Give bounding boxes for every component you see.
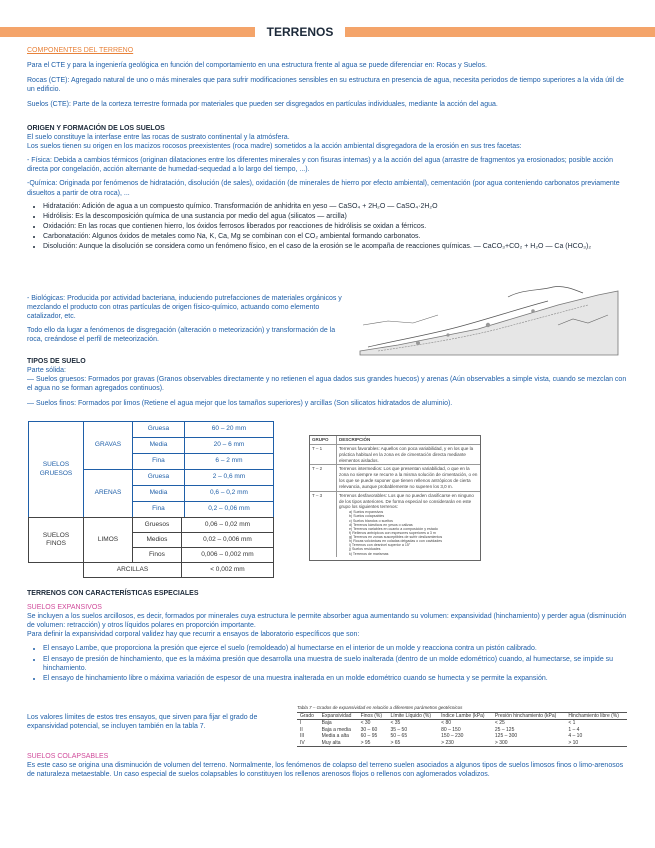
components-p2: Rocas (CTE): Agregado natural de uno o más minerales que para sufrir modificaciones sensibles en su estructura en presencia de agua, necesita periodos de tiempo superiores a la vida útil de un edificio.	[27, 77, 624, 94]
list-item: • El ensayo Lambe, que proporciona la presión que ejerce el suelo (remoldeado) al humectarse en el interior de un molde y reacciona contra un pistón calibrado.	[43, 644, 627, 653]
quimica-list	[27, 202, 627, 251]
ref-desc: Terrenos intermedios: Los que presentan variabilidad, o que en la zona no siempre se recurre a la misma solución de cimentación, o en los que se puede suponer que tienen rellenos antrópicos de cierta relevancia, aunque probablemente no superen los 3,0 m.	[339, 466, 478, 489]
size-cell: Gruesos	[133, 518, 182, 533]
parte-solida: Parte sólida:	[27, 367, 66, 375]
table-cell: < 80	[441, 720, 452, 727]
list-item: • El ensayo de hinchamiento libre o máxima variación de espesor de una muestra inalterada en un molde edométrico cuando se humecta y se permite la expansión.	[43, 674, 627, 683]
header-bar	[0, 27, 655, 37]
colapsables-section	[27, 752, 627, 779]
table-cell: Muy alta	[321, 739, 341, 746]
list-item: • Disolución: Aunque la disolución se considera como un fenómeno físico, en el caso de la erosión se le acompaña de reacciones químicas. — CaCO₃+CO₂ + H₂O — Ca (HCO₃)₂	[43, 242, 627, 251]
table-cell: Baja	[321, 720, 332, 727]
table-cell: 30 – 60	[360, 726, 378, 733]
range-cell: 0,006 – 0,002 mm	[181, 548, 273, 563]
page-title: TERRENOS	[266, 25, 334, 39]
table-row	[310, 444, 480, 465]
list-item: • Hidrólisis: Es la descomposición química de una sustancia por medio del agua (silicatos — arcilla)	[43, 212, 627, 221]
table-cell: Baja a media	[321, 726, 351, 733]
table-header: Límite Líquido (%)	[390, 712, 432, 719]
list-item: • Oxidación: En las rocas que contienen hierro, los óxidos ferrosos liberados por reacciones de hidrólisis se oxidan a férricos.	[43, 222, 627, 231]
weathering-illustration	[358, 285, 620, 357]
suelos-gruesos-text: — Suelos gruesos: Formados por gravas (Granos observables directamente y no retienen el agua dados sus grandes huecos) y arenas (Aún observables a simple vista, cuando se mezclan con el agua no se forman agregados continuos).	[27, 376, 627, 393]
ref-desc	[337, 492, 480, 557]
list-item: c) Suelos blandos o sueltos	[349, 518, 393, 523]
table-cell: 1 – 4	[568, 726, 580, 733]
table-cell: > 230	[441, 739, 454, 746]
ref-code: T – 3	[310, 492, 337, 557]
ref-subitems	[339, 510, 478, 555]
table-row	[310, 464, 480, 490]
size-cell: Fina	[133, 502, 185, 518]
origin-heading: ORIGEN Y FORMACIÓN DE LOS SUELOS	[27, 125, 165, 132]
table-header: Presión hinchamiento (kPa)	[494, 712, 557, 719]
table-cell: IV	[300, 739, 305, 746]
origin-fisica: - Física: Debida a cambios térmicos (originan dilataciones entre los diferentes minerales y con fisuras internas) y a la acción del agua (arrastre de fragmentos ya erosionados; posible acción directa por congelación, acción alternante de humedad-sequedad a lo largo del tiempo, ...).	[27, 157, 613, 174]
list-item: • El ensayo de presión de hinchamiento, que es la máxima presión que desarrolla una muestra de suelo inalterada (dentro de un molde edométrico) cuando, al humectarse, se impide su hinchamiento.	[43, 655, 627, 673]
expansivos-p2: Para definir la expansividad corporal validez hay que recurrir a ensayos de laboratorio específicos que son:	[27, 631, 360, 639]
list-item: d) Terrenos kársticos en yesos o calizas	[349, 522, 413, 527]
table-cell: < 25	[494, 720, 505, 727]
arenas-cell: ARENAS	[84, 470, 133, 518]
list-item: f) Rellenos antrópicos con espesores superiores a 3 m	[349, 530, 436, 535]
expansivos-p3: Los valores límites de estos tres ensayos, que sirven para fijar el grado de expansividad potencial, se incluyen también en la tabla 7.	[27, 714, 258, 731]
table-cell: Media a alta	[321, 733, 349, 740]
range-cell: 60 – 20 mm	[184, 422, 273, 438]
table-cell: 125 – 300	[494, 733, 518, 740]
table-header: Grado	[300, 712, 314, 719]
size-cell: Gruesa	[133, 422, 185, 438]
group-cell: SUELOS GRUESOS	[29, 422, 84, 518]
origin-p2: Los suelos tienen su origen en los macizos rocosos preexistentes (roca madre) sometidos a la acción ambiental disgregadora de la erosión en sus tres facetas:	[27, 143, 522, 151]
limos-cell: LIMOS	[84, 518, 133, 563]
table-header: Índice Lambe (kPa)	[441, 712, 485, 719]
header-accent-right	[345, 27, 655, 37]
tabla7-caption: Tabla 7 – Grados de expansividad en relación a diferentes parámetros geotécnicos	[297, 705, 463, 710]
table-cell: > 300	[494, 739, 508, 746]
components-p3: Suelos (CTE): Parte de la corteza terrestre formada por materiales que pueden ser disgregados en partículas individuales, mediante la acción del agua.	[27, 101, 498, 109]
size-cell: Gruesa	[133, 470, 185, 486]
table-cell: < 30	[360, 720, 371, 727]
biologica-paragraph: - Biológicas: Producida por actividad bacteriana, induciendo putrefacciones de materiales orgánicos y mezclando el producto con otras partículas de origen físico-químico, actuando como elemento catalizador, etc.	[27, 295, 342, 321]
list-item: g) Terrenos en zonas susceptibles de sufrir deslizamientos	[349, 535, 443, 540]
colapsables-p: Es este caso se origina una disminución de volumen del terreno. Normalmente, los fenómenos de colapso del terreno suelen asociados a algunos tipos de suelos limosos finos o limo-arenosos de naturaleza metaestable. Un caso especial de suelos colapsables lo constituyen los rellenos arenosos flojos o rellenos con aglomerados voladizos.	[27, 762, 624, 779]
list-item: i) Terrenos con desnivel superior a 15°	[349, 543, 411, 548]
header-accent-left	[0, 27, 255, 37]
range-cell: 6 – 2 mm	[184, 454, 273, 470]
range-cell: 0,02 – 0,006 mm	[181, 533, 273, 548]
table-cell: I	[300, 720, 302, 727]
ensayos-list	[27, 644, 627, 682]
table-cell: > 10	[568, 739, 579, 746]
list-item: • Hidratación: Adición de agua a un compuesto químico. Transformación de anhidrita en yeso — CaSO₄ + 2H₂O — CaSO₄·2H₂O	[43, 202, 627, 211]
especiales-heading: TERRENOS CON CARACTERÍSTICAS ESPECIALES	[27, 590, 199, 597]
list-item: h) Rocas volcánicas en coladas delgadas o con cavidades	[349, 539, 443, 544]
table-cell: III	[300, 733, 305, 740]
components-p1: Para el CTE y para la ingeniería geológica en función del comportamiento en una estructura frente al agua se puede diferenciar en: Rocas y Suelos.	[27, 62, 487, 70]
ref-desc-text: Terrenos desfavorables: Los que no pueden clasificarse en ninguno de los tipos anteriores. De forma especial se considerarán en este grupo los siguientes terrenos:	[339, 492, 474, 510]
origin-p1: El suelo constituye la interfase entre las rocas de sustrato continental y la atmósfera.	[27, 134, 290, 142]
table-cell: < 35	[390, 720, 401, 727]
ref-header	[310, 436, 480, 444]
biologica-text	[27, 294, 347, 344]
table-cell: 60 – 95	[360, 733, 378, 740]
size-cell: Media	[133, 486, 185, 502]
tabla7	[297, 705, 627, 747]
table-cell: < 1	[568, 720, 576, 727]
size-cell: Fina	[133, 454, 185, 470]
range-cell: 2 – 0,6 mm	[184, 470, 273, 486]
table-header: Finos (%)	[360, 712, 382, 719]
range-cell: 0,06 – 0,02 mm	[181, 518, 273, 533]
group-cell: SUELOS FINOS	[29, 518, 84, 563]
tabla7-table	[297, 712, 627, 748]
expansivos-heading: SUELOS EXPANSIVOS	[27, 604, 102, 612]
table-cell: 80 – 150	[441, 726, 461, 733]
size-cell: Media	[133, 438, 185, 454]
range-cell: 0,2 – 0,06 mm	[184, 502, 273, 518]
table-cell: > 65	[390, 739, 401, 746]
finos-table	[28, 517, 274, 578]
tipos-section	[27, 357, 627, 408]
table-cell: II	[300, 726, 303, 733]
list-item: b) Suelos colapsables	[349, 514, 385, 519]
origin-section	[27, 124, 627, 252]
table-cell: 25 – 125	[494, 726, 515, 733]
colapsables-heading: SUELOS COLAPSABLES	[27, 753, 109, 760]
ref-col-desc: DESCRIPCIÓN	[339, 437, 371, 442]
range-cell: 20 – 6 mm	[184, 438, 273, 454]
expansivos-p1: Se incluyen a los suelos arcillosos, es decir, formados por minerales cuya estructura le permite absorber agua aumentando su volumen: expansividad (hinchamiento) y perder agua (disminución de volumen: retracción) y otros líquidos polares en proporción importante.	[27, 613, 627, 630]
table-cell: 35 – 50	[390, 726, 408, 733]
ref-code: T – 1	[310, 445, 337, 465]
components-section	[27, 46, 627, 109]
table-cell: > 95	[360, 739, 371, 746]
list-item: a) Suelos expansivos	[349, 510, 384, 515]
list-item: e) Terrenos variables en cuanto a composición y estado	[349, 526, 438, 531]
table-cell: 150 – 230	[441, 733, 464, 740]
table-row	[310, 491, 480, 557]
arcillas-cell: ARCILLAS	[84, 563, 182, 578]
table-header: Expansividad	[321, 712, 352, 719]
table-row	[297, 733, 627, 740]
components-heading: COMPONENTES DEL TERRENO	[27, 47, 134, 54]
terrain-groups-table	[309, 435, 481, 561]
tipos-heading: TIPOS DE SUELO	[27, 358, 86, 365]
size-cell: Medios	[133, 533, 182, 548]
list-item: k) Terrenos de marismas	[349, 551, 389, 556]
todo-paragraph: Todo ello da lugar a fenómenos de disgregación (alteración o meteorización) y transformación de la roca, creándose el perfil de meteorización.	[27, 327, 336, 344]
gravas-cell: GRAVAS	[84, 422, 133, 470]
table-row	[297, 740, 627, 747]
size-cell: Finos	[133, 548, 182, 563]
list-item: • Carbonatación: Algunos óxidos de metales como Na, K, Ca, Mg se combinan con el CO₂ ambiental formando carbonatos.	[43, 232, 627, 241]
range-cell: 0,6 – 0,2 mm	[184, 486, 273, 502]
origin-quimica: -Química: Originada por fenómenos de hidratación, disolución (de sales), oxidación (de minerales de hierro por efecto ambiental), cementación (por agua conteniendo carbonatos previamente disueltos a partir de otra roca), ...	[27, 180, 620, 197]
table-cell: 4 – 10	[568, 733, 583, 740]
ref-col-group: GRUPO	[310, 436, 337, 444]
table-row	[297, 720, 627, 727]
table-cell: 50 – 65	[390, 733, 408, 740]
list-item: j) Suelos residuales	[349, 547, 381, 552]
empty-cell	[29, 563, 84, 578]
ref-code: T – 2	[310, 465, 337, 490]
especiales-section	[27, 589, 627, 684]
range-cell: < 0,002 mm	[181, 563, 273, 578]
suelos-finos-text: — Suelos finos: Formados por limos (Retiene el agua mejor que los tamaños superiores) y arcillas (Son silicatos hidratados de aluminio).	[27, 400, 453, 408]
ref-desc: Terrenos favorables: Aquellos con poca variabilidad, y en los que la práctica habitual en la zona es de cimentación directa mediante elementos aislados.	[339, 445, 474, 463]
gruesos-table	[28, 421, 274, 518]
table-header: Hinchamiento libre (%)	[568, 712, 619, 719]
